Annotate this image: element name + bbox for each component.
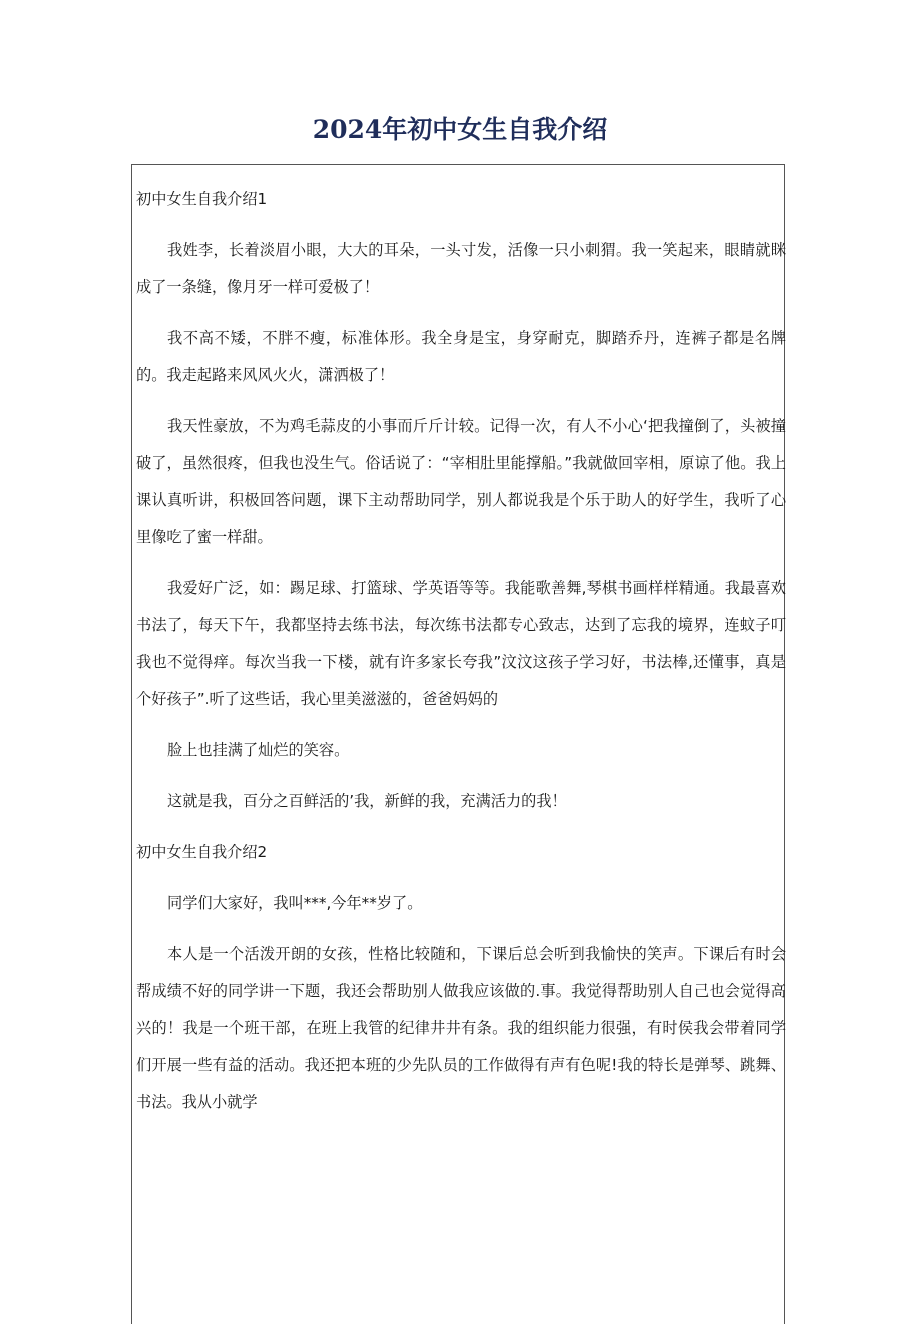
document-body bbox=[136, 181, 786, 1135]
section-heading-1: 初中女生自我介绍1 bbox=[136, 190, 268, 208]
paragraph: 我天性豪放，不为鸡毛蒜皮的小事而斤斤计较。记得一次，有人不小心‘把我撞倒了，头被撞破了，虽然很疼，但我也没生气。俗话说了：“宰相肚里能撑船。”我就做回宰相，原谅了他。我上课认真听讲，积极回答问题，课下主动帮助同学，别人都说我是个乐于助人的好学生，我听了心里像吃了蜜一样甜。 bbox=[136, 417, 786, 546]
paragraph: 我不高不矮，不胖不瘦，标准体形。我全身是宝，身穿耐克，脚踏乔丹，连裤子都是名牌的。我走起路来风风火火，潇洒极了！ bbox=[136, 329, 786, 384]
paragraph: 同学们大家好，我叫***,今年**岁了。 bbox=[167, 894, 423, 912]
paragraph: 这就是我，百分之百鲜活的’我，新鲜的我，充满活力的我！ bbox=[167, 792, 567, 810]
paragraph: 本人是一个活泼开朗的女孩，性格比较随和，下课后总会听到我愉快的笑声。下课后有时会帮成绩不好的同学讲一下题，我还会帮助别人做我应该做的.事。我觉得帮助别人自己也会觉得高兴的！我是一个班干部，在班上我管的纪律井井有条。我的组织能力很强，有时侯我会带着同学们开展一些有益的活动。我还把本班的少先队员的工作做得有声有色呢!我的特长是弹琴、跳舞、书法。我从小就学 bbox=[136, 945, 786, 1111]
paragraph: 我姓李，长着淡眉小眼，大大的耳朵，一头寸发，活像一只小刺猬。我一笑起来，眼睛就眯成了一条缝，像月牙一样可爱极了！ bbox=[136, 241, 786, 296]
paragraph: 我爱好广泛，如：踢足球、打篮球、学英语等等。我能歌善舞,琴棋书画样样精通。我最喜欢书法了，每天下午，我都坚持去练书法，每次练书法都专心致志，达到了忘我的境界，连蚊子叮我也不觉得痒。每次当我一下楼，就有许多家长夸我”汶汶这孩子学习好，书法棒,还懂事，真是个好孩子”.听了这些话，我心里美滋滋的，爸爸妈妈的 bbox=[136, 579, 786, 708]
paragraph: 脸上也挂满了灿烂的笑容。 bbox=[167, 741, 350, 759]
document-title: 2024年初中女生自我介绍 bbox=[312, 115, 608, 144]
section-heading-2: 初中女生自我介绍2 bbox=[136, 843, 268, 861]
